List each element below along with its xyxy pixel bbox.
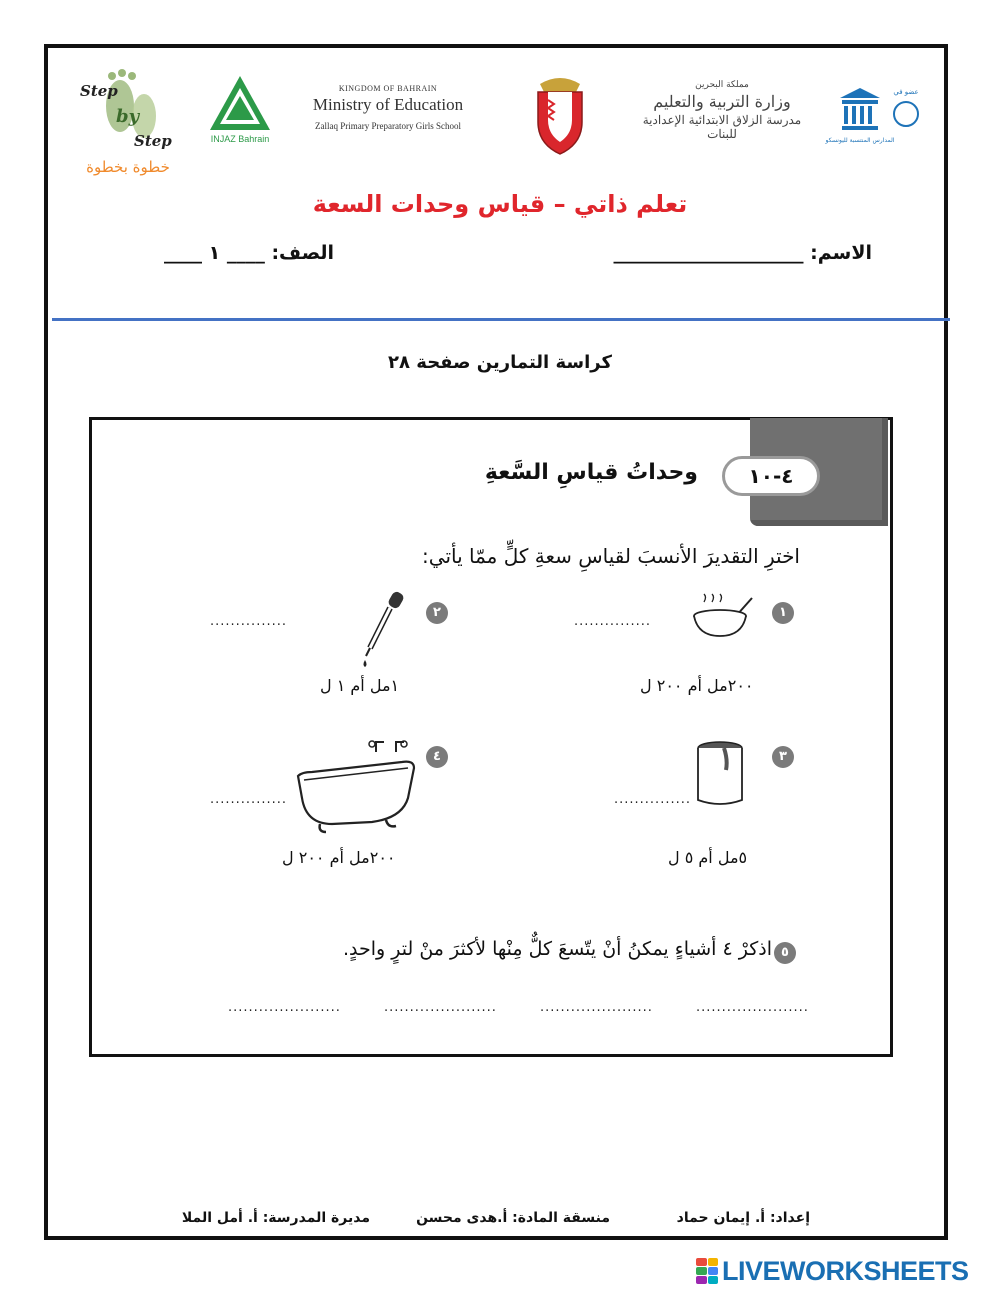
school-label: Zallaq Primary Preparatory Girls School [315, 121, 461, 131]
svg-text:Step: Step [134, 132, 172, 150]
school-principal: مديرة المدرسة: أ. أمل الملا [181, 1210, 370, 1226]
header-divider [52, 318, 950, 321]
bowl-icon [690, 594, 756, 644]
item-4-options: ٢٠٠مل أم ٢٠٠ ل [282, 848, 396, 867]
question-5-blank-3[interactable]: ...................... [384, 1000, 497, 1015]
item-2-answer-blank[interactable]: ............... [210, 614, 287, 629]
liveworksheets-wordmark: LIVEWORKSHEETS [722, 1255, 969, 1286]
ministry-english-header [290, 84, 486, 131]
question-5-text: اذكرْ ٤ أشياءٍ يمكنُ أنْ يتّسعَ كلٌّ مِنْها لأكثرَ منْ لترٍ واحدٍ. [343, 938, 772, 960]
ministry-arabic-header [632, 80, 812, 141]
item-1-options: ٢٠٠مل أم ٢٠٠ ل [640, 676, 754, 695]
item-1-answer-blank[interactable]: ............... [574, 614, 651, 629]
item-3-options: ٥مل أم ٥ ل [668, 848, 748, 867]
question-5-blank-2[interactable]: ...................... [540, 1000, 653, 1015]
can-icon [694, 740, 746, 812]
svg-text:خطوة بخطوة: خطوة بخطوة [86, 158, 170, 176]
svg-text:INJAZ Bahrain: INJAZ Bahrain [210, 134, 270, 144]
svg-text:المدارس المنتسبة لليونسكو: المدارس المنتسبة لليونسكو [825, 137, 895, 144]
bathtub-icon [292, 738, 418, 838]
item-2-number: ٢ [426, 602, 448, 624]
prepared-by: إعداد: أ. إيمان حماد [676, 1210, 810, 1226]
subject-coordinator: منسقة المادة: أ.هدى محسن [416, 1210, 610, 1226]
ministry-label: Ministry of Education [312, 95, 464, 114]
ministry-arabic-label: وزارة التربية والتعليم [653, 92, 791, 111]
exercise-instruction: اخترِ التقديرَ الأنسبَ لقياسِ سعةِ كلٍّ ممّا يأتي: [422, 544, 800, 568]
question-5-number: ٥ [774, 942, 796, 964]
item-3-number: ٣ [772, 746, 794, 768]
liveworksheets-icon [696, 1258, 718, 1284]
dropper-icon [356, 590, 406, 674]
injaz-logo [208, 74, 272, 146]
svg-text:Step: Step [80, 82, 118, 100]
question-5-blank-1[interactable]: ...................... [696, 1000, 809, 1015]
kingdom-arabic-label: مملكة البحرين [695, 80, 749, 90]
workbook-page-reference: كراسة التمارين صفحة ٢٨ [388, 352, 612, 373]
item-4-number: ٤ [426, 746, 448, 768]
school-arabic-label: مدرسة الزلاق الابتدائية الإعدادية للبنات [642, 113, 802, 141]
question-5-blank-4[interactable]: ...................... [228, 1000, 341, 1015]
kingdom-label: KINGDOM OF BAHRAIN [338, 84, 438, 93]
item-3-answer-blank[interactable]: ............... [614, 792, 691, 807]
item-1-number: ١ [772, 602, 794, 624]
step-by-step-logo [78, 66, 178, 182]
worksheet-title: تعلم ذاتي – قياس وحدات السعة [312, 190, 688, 218]
bahrain-crest-icon [526, 70, 594, 156]
svg-text:by: by [116, 106, 140, 127]
item-4-answer-blank[interactable]: ............... [210, 792, 287, 807]
svg-text:عضو في: عضو في [893, 88, 919, 96]
lesson-title: وحداتُ قياسِ السَّعةِ [484, 460, 698, 485]
lesson-number-badge: ٤-١٠ [722, 456, 820, 496]
unesco-logo [825, 84, 926, 154]
student-name-field[interactable]: الاسم: ____________________ [613, 242, 872, 264]
liveworksheets-logo[interactable] [696, 1256, 969, 1286]
item-2-options: ١مل أم ١ ل [320, 676, 400, 695]
student-class-field[interactable]: الصف: ____ ١ ____ [164, 242, 335, 264]
